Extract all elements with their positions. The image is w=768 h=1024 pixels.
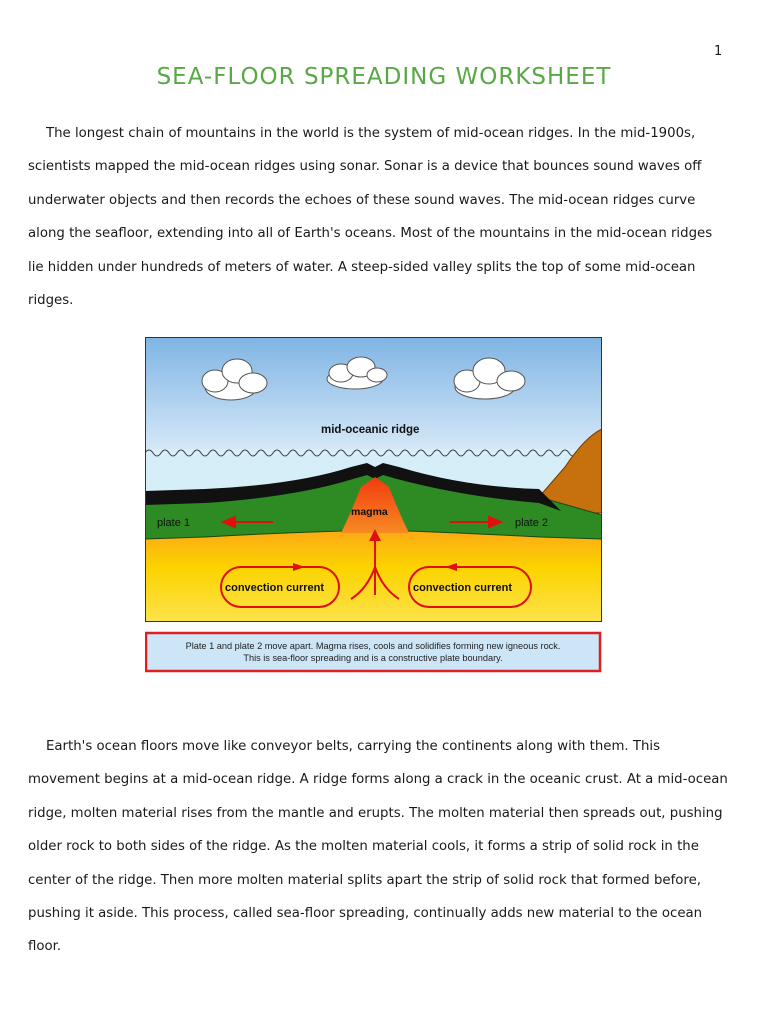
sea-floor-spreading-diagram <box>145 337 602 675</box>
label-convection-left: convection current <box>225 582 325 594</box>
paragraph-mid-ocean-ridges <box>28 117 728 317</box>
label-plate-2: plate 2 <box>515 517 549 529</box>
page-number: 1 <box>714 44 723 59</box>
worksheet-title: SEA-FLOOR SPREADING WORKSHEET <box>156 64 612 90</box>
paragraph-2-text: Earth's ocean floors move like conveyor belts, carrying the continents along with them. This movement begins at a mid-ocean ridge. A ridge forms along a crack in the oceanic crust. At a mid-ocean ridge, molten material rises from the mantle and erupts. The molten material then spreads out, pushing older rock to both sides of the ridge. As the molten material cools, it forms a strip of solid rock in the center of the ridge. Then more molten material splits apart the strip of solid rock that formed before, pushing it aside. This process, called sea-floor spreading, continually adds new material to the ocean floor. <box>28 739 728 955</box>
paragraph-ocean-floor-spreading <box>28 730 728 964</box>
caption-box <box>146 633 600 671</box>
label-plate-1: plate 1 <box>157 517 191 529</box>
label-mid-oceanic-ridge: mid-oceanic ridge <box>321 424 420 436</box>
label-magma: magma <box>351 506 388 518</box>
paragraph-1-text: The longest chain of mountains in the world is the system of mid-ocean ridges. In the mid-1900s, scientists mapped the mid-ocean ridges using sonar. Sonar is a device that bounces sound waves off underwater objects and then records the echoes of these sound waves. The mid-ocean ridges curve along the seafloor, extending into all of Earth's oceans. Most of the mountains in the mid-ocean ridges lie hidden under hundreds of meters of water. A steep-sided valley splits the top of some mid-ocean ridges. <box>28 126 713 309</box>
label-convection-right: convection current <box>413 582 513 594</box>
sky <box>145 337 602 459</box>
caption-line-2: This is sea-floor spreading and is a constructive plate boundary. <box>243 653 503 663</box>
caption-line-1: Plate 1 and plate 2 move apart. Magma rises, cools and solidifies forming new igneous rock. <box>185 641 561 651</box>
